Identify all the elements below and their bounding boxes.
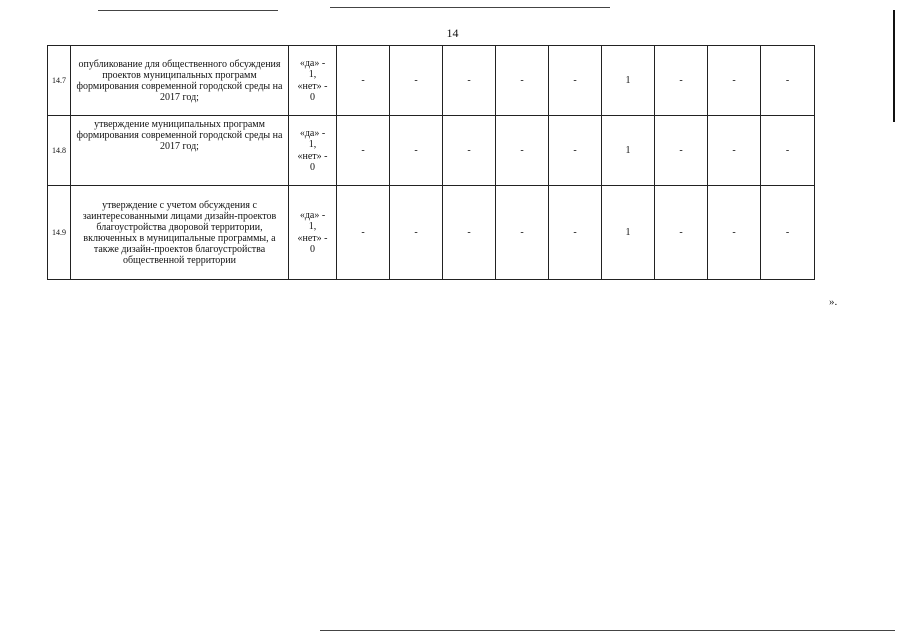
page-number: 14 bbox=[446, 26, 459, 40]
value-cell: - bbox=[708, 46, 761, 116]
scan-artifact-top-right bbox=[330, 7, 610, 8]
row-criterion bbox=[289, 186, 337, 280]
criterion-line: «да» - bbox=[299, 57, 326, 69]
value-cell: 1 bbox=[602, 186, 655, 280]
row-description: утверждение с учетом обсуждения с заинтересованными лицами дизайн-проектов благоустройства дворовой территории, включенных в муниципальные программы, а также дизайн-проектов благоустройства общественной территории bbox=[71, 186, 289, 280]
value-cell: - bbox=[443, 116, 496, 186]
value-cell: - bbox=[390, 46, 443, 116]
row-description: утверждение муниципальных программ формирования современной городской среды на 2017 год; bbox=[71, 116, 289, 186]
value-cell: - bbox=[761, 116, 815, 186]
criterion-line: «нет» - bbox=[297, 232, 328, 244]
criterion-line: 0 bbox=[310, 162, 315, 173]
scan-artifact-top-left bbox=[98, 10, 278, 11]
criterion-line: 0 bbox=[310, 244, 315, 255]
value-cell: - bbox=[549, 186, 602, 280]
row-number: 14.9 bbox=[48, 186, 71, 280]
value-cell: - bbox=[443, 46, 496, 116]
row-criterion bbox=[289, 46, 337, 116]
row-number: 14.8 bbox=[48, 116, 71, 186]
value-cell: 1 bbox=[602, 116, 655, 186]
value-cell: - bbox=[390, 116, 443, 186]
value-cell: - bbox=[761, 46, 815, 116]
row-description: опубликование для общественного обсуждения проектов муниципальных программ формирования современной городской среды на 2017 год; bbox=[71, 46, 289, 116]
table-row bbox=[48, 186, 815, 280]
row-criterion bbox=[289, 116, 337, 186]
criterion-line: «нет» - bbox=[297, 150, 328, 162]
value-cell: - bbox=[708, 186, 761, 280]
value-cell: - bbox=[443, 186, 496, 280]
value-cell: - bbox=[496, 186, 549, 280]
value-cell: - bbox=[761, 186, 815, 280]
value-cell: - bbox=[655, 116, 708, 186]
value-cell: - bbox=[549, 46, 602, 116]
criterion-line: 0 bbox=[310, 92, 315, 103]
value-cell: - bbox=[655, 46, 708, 116]
criterion-line: «да» - bbox=[299, 209, 326, 221]
value-cell: - bbox=[337, 116, 390, 186]
value-cell: - bbox=[390, 186, 443, 280]
criteria-table bbox=[47, 45, 815, 280]
value-cell: - bbox=[549, 116, 602, 186]
closing-quote-mark: ». bbox=[829, 296, 838, 308]
criterion-line: 1, bbox=[308, 221, 317, 232]
criterion-line: «да» - bbox=[299, 127, 326, 139]
value-cell: 1 bbox=[602, 46, 655, 116]
criterion-line: «нет» - bbox=[297, 80, 328, 92]
value-cell: - bbox=[337, 46, 390, 116]
criterion-line: 1, bbox=[308, 139, 317, 150]
value-cell: - bbox=[337, 186, 390, 280]
table-row bbox=[48, 46, 815, 116]
table-row bbox=[48, 116, 815, 186]
criterion-line: 1, bbox=[308, 69, 317, 80]
value-cell: - bbox=[496, 46, 549, 116]
value-cell: - bbox=[655, 186, 708, 280]
value-cell: - bbox=[496, 116, 549, 186]
value-cell: - bbox=[708, 116, 761, 186]
row-number: 14.7 bbox=[48, 46, 71, 116]
scan-artifact-bottom bbox=[320, 630, 895, 631]
